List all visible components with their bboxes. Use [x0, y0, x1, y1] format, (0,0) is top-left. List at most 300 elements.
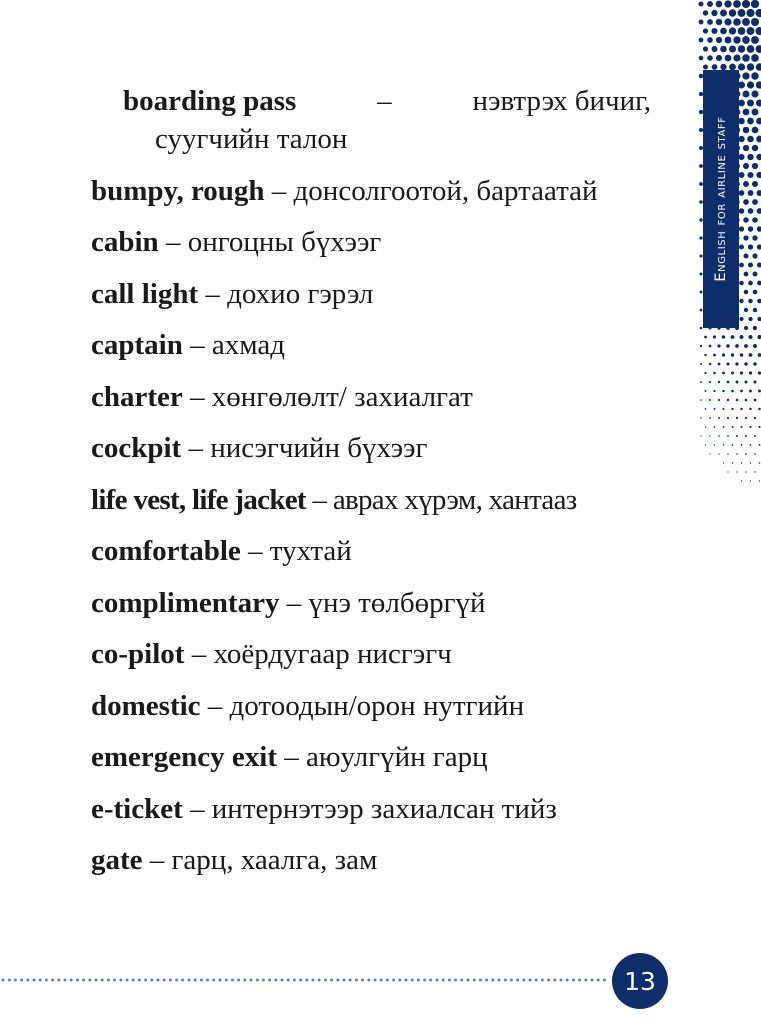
halftone-dot: [703, 28, 708, 33]
halftone-dot: [739, 190, 745, 196]
halftone-dot: [739, 226, 744, 231]
halftone-dot: [756, 63, 761, 71]
footer-dot: [516, 979, 519, 982]
halftone-dot: [759, 462, 761, 464]
entry-separator: –: [312, 483, 327, 516]
halftone-dot: [709, 435, 710, 436]
glossary-entry: [91, 223, 651, 261]
halftone-dot: [754, 453, 756, 455]
halftone-dot: [754, 435, 756, 437]
halftone-dot: [742, 0, 750, 8]
halftone-dot: [745, 417, 747, 419]
halftone-dot: [745, 471, 746, 472]
footer-dot: [82, 979, 85, 982]
footer-dot: [560, 979, 563, 982]
entry-definition: нисэгчийн бүхээг: [210, 432, 428, 464]
halftone-dot: [716, 1, 723, 8]
halftone-dot: [725, 55, 732, 62]
footer-dot: [386, 979, 389, 982]
halftone-dot: [723, 462, 724, 463]
halftone-dot: [748, 299, 753, 304]
glossary-entry: [91, 172, 651, 210]
footer-dot: [597, 979, 600, 982]
halftone-dot: [732, 462, 733, 463]
footer-dot: [8, 979, 11, 982]
halftone-dot: [729, 27, 736, 34]
halftone-dot: [705, 408, 707, 410]
halftone-dot: [700, 291, 703, 294]
halftone-dot: [754, 417, 756, 419]
footer-dot: [485, 979, 488, 982]
halftone-dot: [733, 36, 740, 43]
footer-dot: [113, 979, 116, 982]
halftone-dot: [722, 335, 726, 339]
halftone-dot: [756, 136, 761, 143]
entry-term: e-ticket: [91, 792, 183, 825]
halftone-dot: [709, 381, 711, 383]
halftone-dot: [748, 226, 753, 231]
halftone-dot: [704, 336, 707, 339]
halftone-dot: [739, 263, 744, 268]
halftone-dot: [753, 362, 756, 365]
halftone-dot: [747, 63, 754, 70]
halftone-dot: [731, 353, 734, 356]
halftone-dot: [756, 81, 761, 88]
glossary-entry: [91, 532, 651, 570]
footer-dot: [20, 979, 23, 982]
halftone-dot: [703, 65, 708, 70]
halftone-dot: [756, 118, 761, 125]
footer-dot: [150, 979, 153, 982]
halftone-dot: [727, 435, 729, 437]
halftone-dot: [700, 309, 703, 312]
halftone-dot: [756, 99, 761, 106]
halftone-dot: [744, 344, 748, 348]
footer-dot: [231, 979, 234, 982]
halftone-dot: [699, 20, 704, 25]
halftone-dot: [742, 36, 750, 44]
glossary-entry: [91, 635, 651, 673]
halftone-dot: [738, 136, 744, 142]
halftone-dot: [758, 426, 760, 428]
halftone-dot: [753, 290, 758, 295]
halftone-dot: [705, 426, 706, 427]
footer-dot: [287, 979, 290, 982]
halftone-dot: [752, 181, 758, 187]
halftone-dot: [735, 362, 738, 365]
entry-definition: хөнгөлөлт/ захиалгат: [211, 380, 473, 413]
footer-dot: [33, 979, 36, 982]
halftone-dot: [738, 100, 745, 107]
halftone-dot: [718, 453, 719, 454]
footer-dot: [417, 979, 420, 982]
halftone-dot: [722, 353, 725, 356]
halftone-dot: [739, 317, 743, 321]
halftone-dot: [736, 435, 738, 437]
footer-dot: [175, 979, 178, 982]
footer-dot: [194, 979, 197, 982]
halftone-dot: [749, 371, 752, 374]
halftone-dot: [752, 145, 759, 152]
halftone-dot: [711, 10, 717, 16]
halftone-dot: [748, 263, 753, 268]
entry-definition: аюулгүйн гарц: [305, 741, 488, 773]
halftone-dot: [747, 154, 753, 160]
halftone-dot: [720, 28, 727, 35]
footer-dot: [45, 979, 48, 982]
halftone-dot: [700, 399, 702, 401]
glossary-entry: [91, 429, 651, 467]
footer-dot: [188, 979, 191, 982]
footer-dot: [454, 979, 457, 982]
halftone-dot: [718, 381, 720, 383]
halftone-dot: [753, 326, 757, 330]
halftone-dot: [751, 0, 759, 8]
glossary-entry: [91, 738, 651, 776]
halftone-dot: [704, 354, 706, 356]
glossary-entry: [91, 275, 651, 313]
footer-dot: [411, 979, 414, 982]
footer-dot: [423, 979, 426, 982]
footer-dot: [584, 979, 587, 982]
footer-dot: [268, 979, 271, 982]
footer-dot: [95, 979, 98, 982]
halftone-dot: [739, 299, 743, 303]
side-title-tab: [703, 70, 739, 328]
halftone-dot: [707, 55, 712, 60]
entry-term: emergency exit: [91, 741, 277, 773]
footer-dot: [132, 979, 135, 982]
halftone-dot: [746, 9, 754, 17]
entry-separator: –: [207, 689, 223, 722]
halftone-dot: [738, 154, 744, 160]
halftone-dot: [752, 235, 757, 240]
entry-term: charter: [91, 380, 183, 413]
entry-definition: аврах хүрэм, хантааз: [332, 483, 577, 516]
halftone-dot: [741, 480, 742, 481]
halftone-dot: [747, 81, 754, 88]
halftone-dot: [757, 226, 761, 232]
footer-dot: [498, 979, 501, 982]
footer-dot: [163, 979, 166, 982]
footer-dot: [169, 979, 172, 982]
halftone-dot: [718, 399, 720, 401]
halftone-dot: [759, 444, 761, 446]
entry-separator: –: [271, 174, 287, 207]
halftone-dot: [717, 344, 720, 347]
halftone-dot: [748, 190, 754, 196]
halftone-dot: [709, 453, 710, 454]
halftone-dot: [748, 208, 754, 214]
halftone-dot: [733, 54, 740, 61]
footer-dot: [578, 979, 581, 982]
halftone-dot: [718, 435, 720, 437]
halftone-dot: [700, 417, 701, 418]
entry-separator: –: [149, 844, 165, 876]
entry-separator: –: [190, 380, 205, 413]
glossary-entry: [91, 687, 651, 725]
footer-dot: [336, 979, 339, 982]
halftone-dot: [758, 408, 761, 411]
footer-dot: [504, 979, 507, 982]
halftone-dot: [749, 353, 753, 357]
halftone-dot: [724, 0, 731, 7]
halftone-dot: [751, 54, 759, 62]
halftone-dot: [732, 426, 734, 428]
halftone-dot: [750, 480, 751, 481]
halftone-dot: [699, 56, 704, 61]
halftone-dot: [750, 444, 752, 446]
halftone-dot: [743, 235, 748, 240]
halftone-dot: [725, 37, 732, 44]
glossary-entry: [91, 481, 651, 519]
halftone-dot: [752, 127, 759, 134]
entry-separator: –: [377, 85, 392, 117]
halftone-dot: [754, 399, 757, 402]
footer-dot: [566, 979, 569, 982]
entry-term: co-pilot: [91, 638, 185, 670]
halftone-dot: [741, 444, 743, 446]
halftone-dot: [713, 354, 716, 357]
entry-separator: –: [284, 741, 299, 773]
glossary-entry: [91, 790, 651, 828]
halftone-dot: [739, 172, 745, 178]
halftone-dot: [747, 45, 755, 53]
halftone-dot: [743, 127, 750, 134]
halftone-dot: [753, 308, 757, 312]
footer-dot: [157, 979, 160, 982]
halftone-dot: [732, 444, 734, 446]
halftone-dot: [700, 345, 702, 347]
footer-dot: [126, 979, 129, 982]
footer-dot: [374, 979, 377, 982]
entry-separator: –: [205, 277, 220, 310]
halftone-dot: [742, 72, 749, 79]
footer-dot: [529, 979, 532, 982]
footer-dot: [281, 979, 284, 982]
halftone-dot: [749, 426, 751, 428]
halftone-dot: [736, 381, 739, 384]
halftone-dot: [724, 18, 731, 25]
halftone-dot: [744, 308, 748, 312]
halftone-dot: [729, 45, 736, 52]
halftone-dot: [700, 435, 701, 436]
halftone-dot: [726, 344, 729, 347]
entry-term: bumpy, rough: [91, 174, 265, 207]
footer-dot: [591, 979, 594, 982]
footer-dot: [200, 979, 203, 982]
footer-dot: [51, 979, 54, 982]
halftone-dot: [709, 399, 711, 401]
footer-dot: [522, 979, 525, 982]
halftone-dot: [757, 299, 761, 304]
footer-dot: [101, 979, 104, 982]
footer-dot: [181, 979, 184, 982]
halftone-dot: [743, 253, 748, 258]
halftone-dot: [727, 453, 728, 454]
footer-dot: [225, 979, 228, 982]
footer-dot: [299, 979, 302, 982]
footer-dot: [603, 979, 606, 982]
halftone-dot: [707, 19, 713, 25]
halftone-dot: [758, 353, 761, 357]
entry-definition-part2: суугчийн талон: [155, 123, 348, 155]
entry-term: cabin: [91, 226, 159, 258]
entry-definition: гарц, хаалга, зам: [171, 844, 378, 876]
halftone-dot: [718, 417, 720, 419]
halftone-dot: [757, 208, 761, 214]
footer-dot: [380, 979, 383, 982]
halftone-dot: [757, 317, 761, 321]
halftone-dot: [704, 372, 706, 374]
halftone-dot: [711, 28, 717, 34]
halftone-dot: [709, 417, 711, 419]
halftone-dot: [727, 417, 729, 419]
footer-dot: [343, 979, 346, 982]
footer-dot: [361, 979, 364, 982]
footer-dot: [398, 979, 401, 982]
footer-dot: [392, 979, 395, 982]
halftone-dot: [739, 281, 744, 286]
halftone-dot: [742, 18, 750, 26]
halftone-dot: [733, 0, 741, 8]
halftone-dot: [709, 345, 712, 348]
footer-dot: [547, 979, 550, 982]
footer-dot: [70, 979, 73, 982]
halftone-dot: [751, 36, 759, 44]
halftone-dot: [756, 172, 761, 178]
footer-dot: [312, 979, 315, 982]
halftone-dot: [757, 281, 761, 286]
footer-dot: [2, 979, 5, 982]
halftone-dot: [738, 27, 746, 35]
footer-dot: [206, 979, 209, 982]
entry-term: cockpit: [91, 432, 182, 464]
footer-dot: [491, 979, 494, 982]
footer-dot: [541, 979, 544, 982]
entry-separator: –: [191, 638, 207, 670]
footer-dot: [436, 979, 439, 982]
halftone-dot: [751, 90, 758, 97]
halftone-dot: [714, 408, 716, 410]
halftone-dot: [757, 262, 761, 267]
footer-dot: [243, 979, 246, 982]
halftone-dot: [731, 390, 734, 393]
halftone-dot: [748, 281, 753, 286]
entry-definition: хоёрдугаар нисгэгч: [213, 638, 452, 670]
entry-separator: –: [190, 329, 205, 361]
glossary-entry: [91, 841, 651, 879]
halftone-dot: [743, 145, 749, 151]
page-number-badge: [612, 953, 668, 1009]
footer-dot: [367, 979, 370, 982]
footer-dotted-rule: [0, 976, 608, 984]
halftone-dot: [735, 344, 739, 348]
halftone-dot: [757, 244, 761, 249]
halftone-dot: [723, 444, 725, 446]
halftone-dot: [736, 399, 739, 402]
halftone-dot: [751, 18, 759, 26]
halftone-dot: [714, 444, 715, 445]
entry-definition: тухтай: [269, 535, 352, 567]
halftone-dot: [716, 55, 722, 61]
entry-definition: онгоцны бүхээг: [187, 226, 382, 258]
halftone-dot: [744, 272, 749, 277]
halftone-dot: [703, 10, 708, 15]
halftone-dot: [699, 38, 704, 43]
halftone-dot: [736, 417, 738, 419]
halftone-dot: [713, 335, 716, 338]
halftone-dot: [752, 253, 757, 258]
halftone-dot: [754, 471, 755, 472]
halftone-dot: [727, 471, 728, 472]
halftone-dot: [749, 390, 752, 393]
halftone-dot: [751, 72, 758, 79]
page-number: 13: [624, 966, 656, 996]
entry-definition: үнэ төлбөргүй: [308, 586, 486, 619]
halftone-dot: [739, 244, 744, 249]
entry-separator: –: [165, 226, 181, 258]
halftone-dot: [729, 9, 737, 17]
footer-dot: [318, 979, 321, 982]
halftone-dot: [705, 444, 706, 445]
entry-term: comfortable: [91, 535, 241, 567]
footer-dot: [510, 979, 513, 982]
halftone-dot: [743, 199, 749, 205]
halftone-dot: [727, 399, 729, 401]
halftone-dot: [752, 199, 758, 205]
footer-dot: [553, 979, 556, 982]
footer-dot: [14, 979, 17, 982]
entry-separator: –: [248, 535, 263, 567]
footer-dot: [39, 979, 42, 982]
halftone-dot: [744, 326, 748, 330]
entry-definition: донсолгоотой, бартаатай: [293, 174, 598, 207]
halftone-dot: [700, 363, 702, 365]
halftone-dot: [747, 172, 753, 178]
entry-term: gate: [91, 844, 143, 876]
halftone-dot: [747, 27, 755, 35]
halftone-dot: [744, 290, 749, 295]
halftone-dot: [745, 435, 747, 437]
halftone-dot: [748, 335, 752, 339]
halftone-dot: [720, 46, 727, 53]
halftone-dot: [718, 363, 721, 366]
halftone-dot: [716, 37, 722, 43]
halftone-dot: [700, 327, 703, 330]
entry-term: call light: [91, 277, 199, 310]
halftone-dot: [720, 10, 727, 17]
halftone-dot: [745, 399, 748, 402]
entry-term: life vest, life jacket: [91, 483, 306, 516]
entry-definition: дотоодын/орон нутгийн: [229, 689, 525, 722]
halftone-dot: [740, 335, 744, 339]
footer-dot: [429, 979, 432, 982]
glossary-list: [91, 82, 651, 893]
entry-term: captain: [91, 329, 183, 361]
footer-dot: [107, 979, 110, 982]
halftone-dot: [740, 353, 744, 357]
footer-dot: [293, 979, 296, 982]
halftone-dot: [712, 46, 718, 52]
footer-dot: [274, 979, 277, 982]
footer-dot: [460, 979, 463, 982]
halftone-dot: [742, 54, 749, 61]
entry-separator: –: [286, 586, 302, 619]
halftone-dot: [722, 372, 725, 375]
halftone-dot: [748, 317, 752, 321]
halftone-dot: [726, 362, 729, 365]
